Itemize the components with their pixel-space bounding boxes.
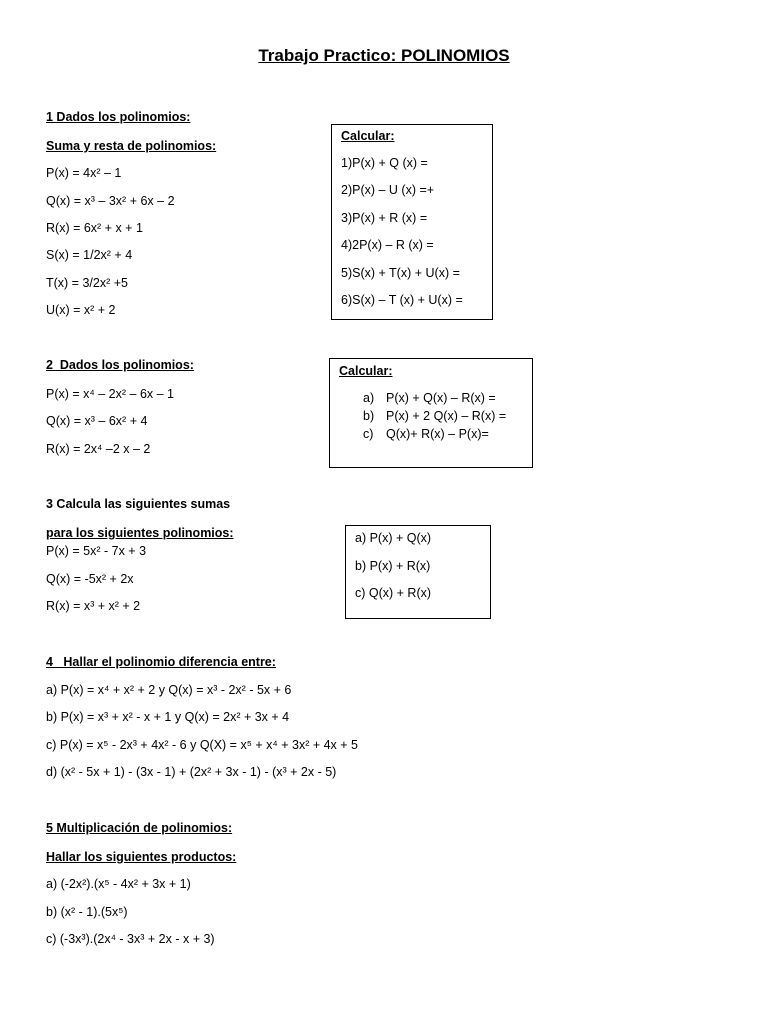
section-1-heading: 1 Dados los polinomios: bbox=[46, 110, 191, 124]
poly-line: R(x) = 6x² + x + 1 bbox=[46, 221, 143, 235]
poly-line: R(x) = 2x⁴ –2 x – 2 bbox=[46, 442, 151, 456]
exercise-line: c) (-3x³).(2x⁴ - 3x³ + 2x - x + 3) bbox=[46, 932, 215, 946]
box-title: Calcular: bbox=[341, 129, 395, 143]
poly-line: S(x) = 1/2x² + 4 bbox=[46, 248, 133, 262]
box-item: P(x) + 2 Q(x) – R(x) = bbox=[386, 409, 507, 423]
section-3-subheading: para los siguientes polinomios: bbox=[46, 526, 234, 540]
box-item: 5)S(x) + T(x) + U(x) = bbox=[341, 266, 460, 280]
box-item-letter: b) bbox=[363, 409, 375, 423]
poly-line: Q(x) = x³ – 3x² + 6x – 2 bbox=[46, 194, 175, 208]
section-4-heading: 4_ Hallar el polinomio diferencia entre: bbox=[46, 655, 276, 669]
poly-line: P(x) = 4x² – 1 bbox=[46, 166, 122, 180]
section-1-subheading: Suma y resta de polinomios: bbox=[46, 139, 217, 153]
exercise-line: b) (x² - 1).(5x⁵) bbox=[46, 905, 128, 919]
poly-line: Q(x) = x³ – 6x² + 4 bbox=[46, 414, 148, 428]
sums-box bbox=[345, 525, 491, 619]
calcular-box-1 bbox=[331, 124, 493, 320]
page-title: Trabajo Practico: POLINOMIOS bbox=[258, 46, 510, 65]
calcular-box-2 bbox=[329, 358, 533, 468]
poly-line: R(x) = x³ + x² + 2 bbox=[46, 599, 141, 613]
box-item: 6)S(x) – T (x) + U(x) = bbox=[341, 293, 463, 307]
poly-line: T(x) = 3/2x² +5 bbox=[46, 276, 128, 290]
box-item: b) P(x) + R(x) bbox=[355, 559, 431, 573]
exercise-line: b) P(x) = x³ + x² - x + 1 y Q(x) = 2x² + 3x + 4 bbox=[46, 710, 290, 724]
box-item: 2)P(x) – U (x) =+ bbox=[341, 183, 435, 197]
box-item: a) P(x) + Q(x) bbox=[355, 531, 432, 545]
section-5-subheading: Hallar los siguientes productos: bbox=[46, 850, 237, 864]
box-item: 3)P(x) + R (x) = bbox=[341, 211, 428, 225]
box-item: P(x) + Q(x) – R(x) = bbox=[386, 391, 496, 405]
section-5-heading: 5 Multiplicación de polinomios: bbox=[46, 821, 233, 835]
box-item: c) Q(x) + R(x) bbox=[355, 586, 432, 600]
exercise-line: a) P(x) = x⁴ + x² + 2 y Q(x) = x³ - 2x² - 5x + 6 bbox=[46, 683, 292, 697]
exercise-line: c) P(x) = x⁵ - 2x³ + 4x² - 6 y Q(X) = x⁵ + x⁴ + 3x² + 4x + 5 bbox=[46, 738, 358, 752]
box-item: 1)P(x) + Q (x) = bbox=[341, 156, 428, 170]
box-item: Q(x)+ R(x) – P(x)= bbox=[386, 427, 489, 441]
poly-line: Q(x) = -5x² + 2x bbox=[46, 572, 134, 586]
box-item-letter: c) bbox=[363, 427, 374, 441]
box-title: Calcular: bbox=[339, 364, 393, 378]
poly-line: U(x) = x² + 2 bbox=[46, 303, 116, 317]
section-3-heading: 3 Calcula las siguientes sumas bbox=[46, 497, 231, 511]
section-2-heading: 2_Dados los polinomios: bbox=[46, 358, 194, 372]
poly-line: P(x) = x⁴ – 2x² – 6x – 1 bbox=[46, 387, 174, 401]
exercise-line: d) (x² - 5x + 1) - (3x - 1) + (2x² + 3x - 1) - (x³ + 2x - 5) bbox=[46, 765, 337, 779]
box-item: 4)2P(x) – R (x) = bbox=[341, 238, 434, 252]
poly-line: P(x) = 5x² - 7x + 3 bbox=[46, 544, 147, 558]
box-item-letter: a) bbox=[363, 391, 375, 405]
exercise-line: a) (-2x²).(x⁵ - 4x² + 3x + 1) bbox=[46, 877, 191, 891]
